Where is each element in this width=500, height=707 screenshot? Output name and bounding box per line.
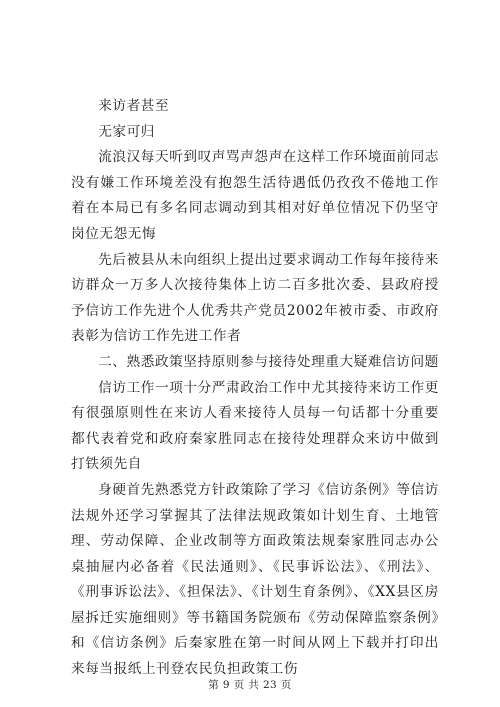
paragraph-4: 先后被县从未向组织上提出过要求调动工作每年接待来访群众一万多人次接待集体上访二百多批次委、县政府授予信访工作先进个人优秀共产党员2002年被市委、市政府表彰为信访工作先进工作者 [71, 251, 439, 345]
paragraph-2: 无家可归 [98, 123, 155, 140]
paragraph-6: 信访工作一项十分严肃政治工作中尤其接待来访工作更有很强原则性在来访人看来接待人员每一句话都十分重要都代表着党和政府秦家胜同志在接待处理群众来访中做到打铁须先自 [71, 379, 439, 473]
paragraph-3: 流浪汉每天听到叹声骂声怨声在这样工作环境面前同志没有嫌工作环境差没有抱怨生活待遇低仍孜孜不倦地工作着在本局已有多名同志调动到其相对好单位情况下仍坚守岗位无怨无悔 [71, 149, 439, 242]
paragraph-7: 身硬首先熟悉党方针政策除了学习《信访条例》等信访法规外还学习掌握其了法律法规政策如计划生育、土地管理、劳动保障、企业改制等方面政策法规秦家胜同志办公桌抽屉内必备着《民法通则》、《民事诉讼法》、《刑法》、《刑事诉讼法》、《担保法》、《计划生育条例》、《XX县区房屋拆迁实施细则》等书籍国务院颁布《劳动保障监察条例》和《信访条例》后秦家胜在第一时间从网上下载并打印出来每当报纸上刊登农民负担政策工伤 [71, 481, 439, 678]
section-heading: 二、熟悉政策坚持原则参与接待处理重大疑难信访问题 [98, 353, 439, 370]
page-number-footer: 第 9 页 共 23 页 [208, 679, 292, 691]
paragraph-1: 来访者甚至 [98, 98, 170, 114]
document-body [71, 94, 439, 683]
